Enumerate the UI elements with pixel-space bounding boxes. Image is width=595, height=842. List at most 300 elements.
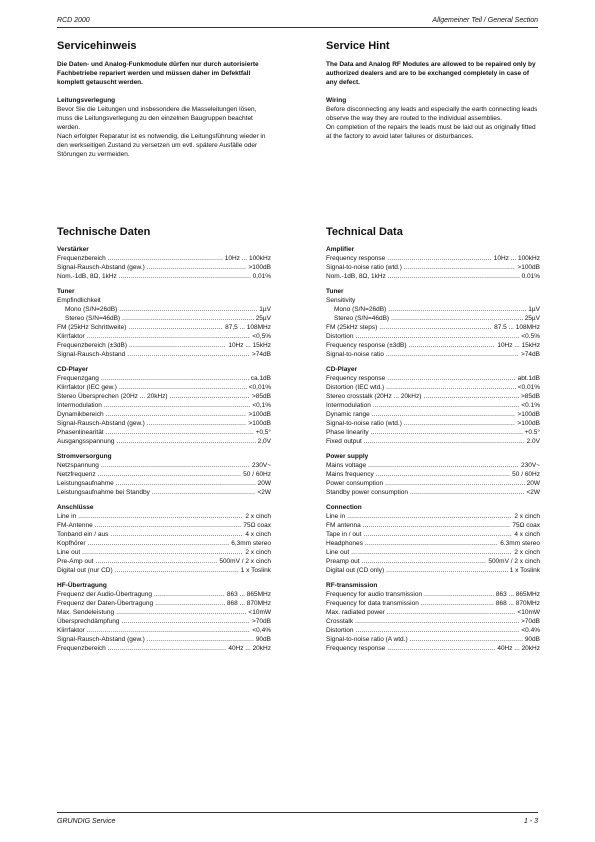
spec-label: Klirrfaktor (IEC gew.) <box>57 384 117 391</box>
leader-dots <box>147 635 254 644</box>
spec-section-title: Anschlüsse <box>57 504 94 511</box>
wiring-title-en: Wiring <box>326 97 347 104</box>
spec-label: Pre-Amp out <box>57 558 94 565</box>
spec-section-title: Tuner <box>326 288 344 295</box>
spec-value: 4 x cinch <box>514 531 540 538</box>
leader-dots <box>372 410 516 419</box>
spec-row <box>326 428 540 437</box>
leader-dots <box>373 401 520 410</box>
spec-row <box>57 488 271 497</box>
spec-row <box>326 521 540 530</box>
spec-label: Stereo crosstalk (20Hz ... 20kHz) <box>326 393 422 400</box>
spec-label: Stereo (S/N=46dB) <box>65 315 121 322</box>
spec-label: Max. radiated power <box>326 609 385 616</box>
spec-label: Crosstalk <box>326 618 354 625</box>
leader-dots <box>116 437 255 446</box>
leader-dots <box>391 314 523 323</box>
leader-dots <box>110 530 243 539</box>
spec-row <box>57 401 271 410</box>
spec-value: 868 ... 870MHz <box>226 600 271 607</box>
spec-label: Mains frequency <box>326 471 374 478</box>
spec-row <box>326 530 540 539</box>
leader-dots <box>155 599 225 608</box>
spec-label: Fixed output <box>326 438 362 445</box>
spec-row <box>57 470 271 479</box>
spec-value: 25µV <box>524 315 540 322</box>
spec-row <box>57 608 271 617</box>
spec-row <box>57 305 271 314</box>
spec-label: Phasenlinearität <box>57 429 104 436</box>
spec-value: >74dB <box>521 351 540 358</box>
spec-value: <2W <box>526 489 540 496</box>
spec-row <box>57 479 271 488</box>
leader-dots <box>106 410 247 419</box>
wiring-para1-de: Bevor Sie die Leitungen und insbesondere die Masseleitungen lösen, muss die Leitungsverlegung zu den einzelnen Baugruppen beachtet werden. <box>57 106 257 131</box>
wiring-para1-en: Before disconnecting any leads and especially the earth connecting leads observe the way they are routed to the individual assemblies. <box>326 106 538 122</box>
spec-row <box>57 410 271 419</box>
leader-dots <box>421 599 494 608</box>
spec-value: 20W <box>526 480 540 487</box>
spec-label: Frequenzbereich (±3dB) <box>57 342 128 349</box>
spec-value: 0.01% <box>521 273 540 280</box>
leader-dots <box>424 590 494 599</box>
spec-value: 0,01% <box>252 273 271 280</box>
spec-row <box>326 272 540 281</box>
leader-dots <box>388 272 520 281</box>
spec-value: <2W <box>257 489 271 496</box>
spec-row <box>326 341 540 350</box>
spec-row <box>57 314 271 323</box>
spec-label: Distortion <box>326 627 354 634</box>
leader-dots <box>108 644 227 653</box>
spec-value: 500mV / 2 x cinch <box>488 558 540 565</box>
leader-dots <box>368 461 519 470</box>
service-intro-de: Die Daten- und Analog-Funkmodule dürfen nur durch autorisierte Fachbetriebe repariert werden und müssen daher im Defektfall komplett getauscht werden. <box>57 61 259 86</box>
spec-row <box>57 263 271 272</box>
spec-value: >70dB <box>521 618 540 625</box>
spec-label: Dynamikbereich <box>57 411 104 418</box>
leader-dots <box>387 608 516 617</box>
leader-dots <box>410 635 523 644</box>
spec-value: <10mW <box>248 609 271 616</box>
spec-value: 2.0V <box>526 438 540 445</box>
spec-value: 20W <box>257 480 271 487</box>
spec-row <box>326 254 540 263</box>
spec-label: Ausgangsspannung <box>57 438 115 445</box>
leader-dots <box>376 470 510 479</box>
spec-row <box>57 428 271 437</box>
spec-section-title: Verstärker <box>57 246 89 253</box>
spec-row <box>57 557 271 566</box>
spec-label: Netzfrequenz <box>57 471 96 478</box>
spec-row <box>57 383 271 392</box>
tech-spec-list-de <box>57 245 271 653</box>
spec-label: Mono (S/N=26dB) <box>65 306 118 313</box>
spec-label: FM (25kHz steps) <box>326 324 378 331</box>
leader-dots <box>128 323 223 332</box>
spec-label: Mains voltage <box>326 462 367 469</box>
spec-value: <10mW <box>517 609 540 616</box>
spec-row <box>57 419 271 428</box>
spec-label: Frequenz der Audio-Übertragung <box>57 591 153 598</box>
spec-row <box>326 548 540 557</box>
spec-label: Frequenzbereich <box>57 645 106 652</box>
spec-label: FM-Antenne <box>57 522 93 529</box>
leader-dots <box>147 263 247 272</box>
spec-row <box>326 566 540 575</box>
spec-row <box>326 419 540 428</box>
spec-section-title: Stromversorgung <box>57 453 112 460</box>
spec-value: 6.3mm stereo <box>500 540 540 547</box>
spec-row <box>326 401 540 410</box>
leader-dots <box>355 332 519 341</box>
spec-value: >74dB <box>252 351 271 358</box>
spec-section-title: Tuner <box>57 288 75 295</box>
spec-row <box>326 383 540 392</box>
spec-value: <0,1% <box>252 402 271 409</box>
spec-section-title: Power supply <box>326 453 369 460</box>
leader-dots <box>386 350 519 359</box>
spec-value: 50 / 60Hz <box>512 471 540 478</box>
spec-label: FM antenna <box>326 522 361 529</box>
spec-row <box>57 626 271 635</box>
spec-label: Distortion (IEC wtd.) <box>326 384 385 391</box>
spec-row <box>57 548 271 557</box>
spec-value: 1 x Toslink <box>240 567 271 574</box>
spec-value: 2,0V <box>257 438 271 445</box>
spec-row <box>57 512 271 521</box>
spec-value: +0.5° <box>524 429 540 436</box>
spec-row <box>57 341 271 350</box>
spec-row <box>326 332 540 341</box>
spec-value: 863 ... 865MHz <box>495 591 540 598</box>
spec-row <box>326 644 540 653</box>
spec-value: 1µV <box>528 306 540 313</box>
leader-dots <box>351 548 512 557</box>
spec-row <box>326 539 540 548</box>
spec-label: Signal-Rausch-Abstand (gew.) <box>57 636 145 643</box>
spec-section-title: HF-Übertragung <box>57 582 107 589</box>
leader-dots <box>101 461 250 470</box>
leader-dots <box>127 350 250 359</box>
leader-dots <box>355 626 519 635</box>
leader-dots <box>122 617 251 626</box>
leader-dots <box>170 392 250 401</box>
spec-value: 1µV <box>259 306 271 313</box>
spec-section-title: RF-transmission <box>326 582 378 589</box>
leader-dots <box>362 557 487 566</box>
spec-label: Leistungsaufnahme <box>57 480 114 487</box>
spec-label: Max. Sendeleistung <box>57 609 115 616</box>
spec-value: 230V~ <box>252 462 271 469</box>
leader-dots <box>152 488 256 497</box>
spec-value: ca.1dB <box>250 375 271 382</box>
leader-dots <box>364 437 525 446</box>
spec-section-title: Connection <box>326 504 362 511</box>
leader-dots <box>409 341 496 350</box>
leader-dots <box>379 323 492 332</box>
spec-value: >85dB <box>521 393 540 400</box>
spec-row <box>326 590 540 599</box>
spec-value: 6,3mm stereo <box>231 540 271 547</box>
spec-label: Netzspannung <box>57 462 99 469</box>
spec-label: Stereo Übersprechen (20Hz ... 20kHz) <box>57 393 168 400</box>
spec-section-title: CD-Player <box>57 366 89 373</box>
spec-value: <0.01% <box>517 384 540 391</box>
spec-label: Frequency response <box>326 255 386 262</box>
leader-dots <box>423 392 519 401</box>
leader-dots <box>363 530 512 539</box>
leader-dots <box>88 539 230 548</box>
spec-row <box>326 437 540 446</box>
leader-dots <box>371 428 523 437</box>
spec-label: Line out <box>326 549 350 556</box>
spec-row <box>326 608 540 617</box>
spec-label: Standby power consumption <box>326 489 409 496</box>
spec-row <box>57 566 271 575</box>
spec-value: >100dB <box>248 420 271 427</box>
spec-row <box>326 635 540 644</box>
spec-label: Frequency response <box>326 375 386 382</box>
spec-section-title: Amplifier <box>326 246 355 253</box>
header-model: RCD 2000 <box>57 17 90 24</box>
leader-dots <box>87 626 251 635</box>
spec-row <box>57 521 271 530</box>
tech-spec-list-en <box>326 245 540 653</box>
service-title-de: Servicehinweis <box>57 40 137 52</box>
leader-dots <box>404 263 516 272</box>
spec-value: <0.1% <box>521 402 540 409</box>
spec-value: 500mV / 2 x cinch <box>219 558 271 565</box>
spec-label: Klirrfaktor <box>57 333 85 340</box>
leader-dots <box>87 332 251 341</box>
spec-row <box>326 392 540 401</box>
spec-value: 75Ω coax <box>243 522 271 529</box>
leader-dots <box>122 314 254 323</box>
header-section: Allgemeiner Teil / General Section <box>432 17 538 24</box>
wiring-para2-de: Nach erfolgter Reparatur ist es notwendig, die Leitungsführung wieder in den werkseitigen Zustand zu versetzen um evtl. spätere Ausfälle oder Störungen zu vermeiden. <box>57 133 266 158</box>
spec-value: +0,5° <box>255 429 271 436</box>
leader-dots <box>404 419 516 428</box>
tech-data-en <box>326 226 540 653</box>
spec-label: Frequency response (±3dB) <box>326 342 407 349</box>
spec-row <box>326 488 540 497</box>
service-hint-en <box>326 40 540 141</box>
spec-label: Kopfhörer <box>57 540 86 547</box>
spec-label: Sensitivity <box>326 297 356 304</box>
leader-dots <box>387 374 515 383</box>
spec-row <box>326 470 540 479</box>
spec-row <box>326 263 540 272</box>
leader-dots <box>104 401 251 410</box>
spec-row <box>326 314 540 323</box>
spec-value: 863 ... 865MHz <box>226 591 271 598</box>
leader-dots <box>106 428 254 437</box>
spec-label: Frequency for audio transmission <box>326 591 423 598</box>
spec-value: <0.5% <box>521 333 540 340</box>
leader-dots <box>385 479 525 488</box>
spec-label: Übersprechdämpfung <box>57 618 120 625</box>
spec-value: 1 x Toslink <box>509 567 540 574</box>
spec-label: Tape in / out <box>326 531 362 538</box>
spec-label: Leistungsaufnahme bei Standby <box>57 489 150 496</box>
leader-dots <box>95 521 242 530</box>
spec-label: Preamp out <box>326 558 360 565</box>
spec-label: Line in <box>326 513 346 520</box>
spec-value: 2 x cinch <box>245 513 271 520</box>
spec-label: Stereo (S/N=46dB) <box>334 315 390 322</box>
spec-label: Line in <box>57 513 77 520</box>
spec-value: 87,5 ... 108MHz <box>225 324 271 331</box>
spec-value: >100dB <box>517 264 540 271</box>
spec-value: >100dB <box>248 411 271 418</box>
leader-dots <box>387 644 495 653</box>
spec-label: Digital out (CD only) <box>326 567 385 574</box>
spec-value: 2 x cinch <box>514 513 540 520</box>
spec-value: abt.1dB <box>517 375 540 382</box>
spec-value: 868 ... 870MHz <box>495 600 540 607</box>
spec-label: Frequenzbereich <box>57 255 106 262</box>
spec-value: 90dB <box>524 636 540 643</box>
spec-row <box>57 539 271 548</box>
spec-row <box>57 530 271 539</box>
spec-row <box>326 350 540 359</box>
spec-value: 75Ω coax <box>512 522 540 529</box>
leader-dots <box>388 305 526 314</box>
spec-label: Dynamic range <box>326 411 370 418</box>
spec-row <box>326 626 540 635</box>
spec-label: Frequency response <box>326 645 386 652</box>
leader-dots <box>116 608 246 617</box>
spec-label: FM (25kHz Schrittweite) <box>57 324 127 331</box>
spec-row <box>57 590 271 599</box>
spec-row <box>57 272 271 281</box>
spec-row <box>326 374 540 383</box>
spec-label: Phase linearity <box>326 429 369 436</box>
leader-dots <box>98 470 242 479</box>
leader-dots <box>355 617 519 626</box>
spec-value: <0.4% <box>521 627 540 634</box>
spec-row <box>57 254 271 263</box>
spec-value: 90dB <box>255 636 271 643</box>
spec-label: Signal-Rausch-Abstand <box>57 351 126 358</box>
spec-row <box>326 461 540 470</box>
spec-row <box>326 599 540 608</box>
leader-dots <box>365 539 498 548</box>
spec-value: 230V~ <box>521 462 540 469</box>
leader-dots <box>119 272 251 281</box>
spec-value: 10Hz ... 100kHz <box>493 255 540 262</box>
spec-value: 4 x cinch <box>245 531 271 538</box>
spec-row <box>57 323 271 332</box>
page-number: 1 - 3 <box>523 818 538 825</box>
spec-label: Frequency for data transmission <box>326 600 419 607</box>
spec-value: >70dB <box>252 618 271 625</box>
spec-label: Signal-to-noise ratio (wtd.) <box>326 420 402 427</box>
spec-row <box>57 437 271 446</box>
leader-dots <box>363 521 511 530</box>
leader-dots <box>386 383 516 392</box>
spec-label: Nom.-1dB, 8Ω, 1kHz <box>326 273 386 280</box>
leader-dots <box>101 374 249 383</box>
spec-row <box>57 296 271 305</box>
spec-row <box>57 461 271 470</box>
spec-label: Empfindlichkeit <box>57 297 101 304</box>
tech-title-de: Technische Daten <box>57 226 151 238</box>
spec-value: 87.5 ... 108MHz <box>494 324 540 331</box>
leader-dots <box>119 383 247 392</box>
leader-dots <box>96 557 218 566</box>
spec-row <box>326 617 540 626</box>
leader-dots <box>78 512 243 521</box>
leader-dots <box>129 341 226 350</box>
leader-dots <box>115 566 239 575</box>
spec-label: Headphones <box>326 540 363 547</box>
leader-dots <box>147 419 247 428</box>
spec-label: Signal-to-noise ratio (wtd.) <box>326 264 402 271</box>
spec-row <box>57 635 271 644</box>
spec-row <box>326 305 540 314</box>
spec-label: Line out <box>57 549 81 556</box>
service-title-en: Service Hint <box>326 40 390 52</box>
service-hint-de <box>57 40 271 159</box>
wiring-title-de: Leitungsverlegung <box>57 97 116 104</box>
spec-label: Signal-Rausch-Abstand (gew.) <box>57 420 145 427</box>
spec-section-title: CD-Player <box>326 366 358 373</box>
spec-label: Signal-Rausch-Abstand (gew.) <box>57 264 145 271</box>
spec-value: >85dB <box>252 393 271 400</box>
service-intro-en: The Data and Analog RF Modules are allowed to be repaired only by authorized dealers and are to be exchanged completely in case of any defect. <box>326 61 536 86</box>
spec-value: 10Hz ... 100kHz <box>224 255 271 262</box>
leader-dots <box>108 254 223 263</box>
leader-dots <box>82 548 243 557</box>
spec-value: 40Hz ... 20kHz <box>497 645 540 652</box>
tech-title-en: Technical Data <box>326 226 403 238</box>
spec-label: Digital out (nur CD) <box>57 567 113 574</box>
spec-value: >100dB <box>517 420 540 427</box>
spec-label: Distortion <box>326 333 354 340</box>
spec-value: >100dB <box>517 411 540 418</box>
spec-row <box>57 392 271 401</box>
spec-value: 2 x cinch <box>514 549 540 556</box>
leader-dots <box>347 512 512 521</box>
spec-row <box>326 410 540 419</box>
spec-row <box>57 644 271 653</box>
tech-data-de <box>57 226 271 653</box>
leader-dots <box>386 566 508 575</box>
spec-label: Tonband ein / aus <box>57 531 109 538</box>
spec-row <box>57 374 271 383</box>
spec-label: Signal-to-noise ratio <box>326 351 384 358</box>
spec-label: Power consumption <box>326 480 384 487</box>
leader-dots <box>154 590 225 599</box>
spec-label: Mono (S/N=26dB) <box>334 306 387 313</box>
spec-value: >100dB <box>248 264 271 271</box>
spec-row <box>326 479 540 488</box>
spec-label: Intermodulation <box>326 402 371 409</box>
spec-label: Nom.-1dB, 8Ω, 1kHz <box>57 273 117 280</box>
wiring-para2-en: On completion of the repairs the leads must be laid out as originally fitted at the factory to avoid later failures or disturbances. <box>326 124 536 140</box>
spec-row <box>57 350 271 359</box>
spec-row <box>326 512 540 521</box>
spec-label: Frequenzgang <box>57 375 99 382</box>
footer-brand: GRUNDIG Service <box>57 818 116 825</box>
spec-value: 10Hz ... 15kHz <box>228 342 271 349</box>
spec-label: Frequenz der Daten-Übertragung <box>57 600 154 607</box>
spec-label: Klirrfaktor <box>57 627 85 634</box>
spec-row <box>57 332 271 341</box>
spec-label: Signal-to-noise ratio (A wtd.) <box>326 636 408 643</box>
